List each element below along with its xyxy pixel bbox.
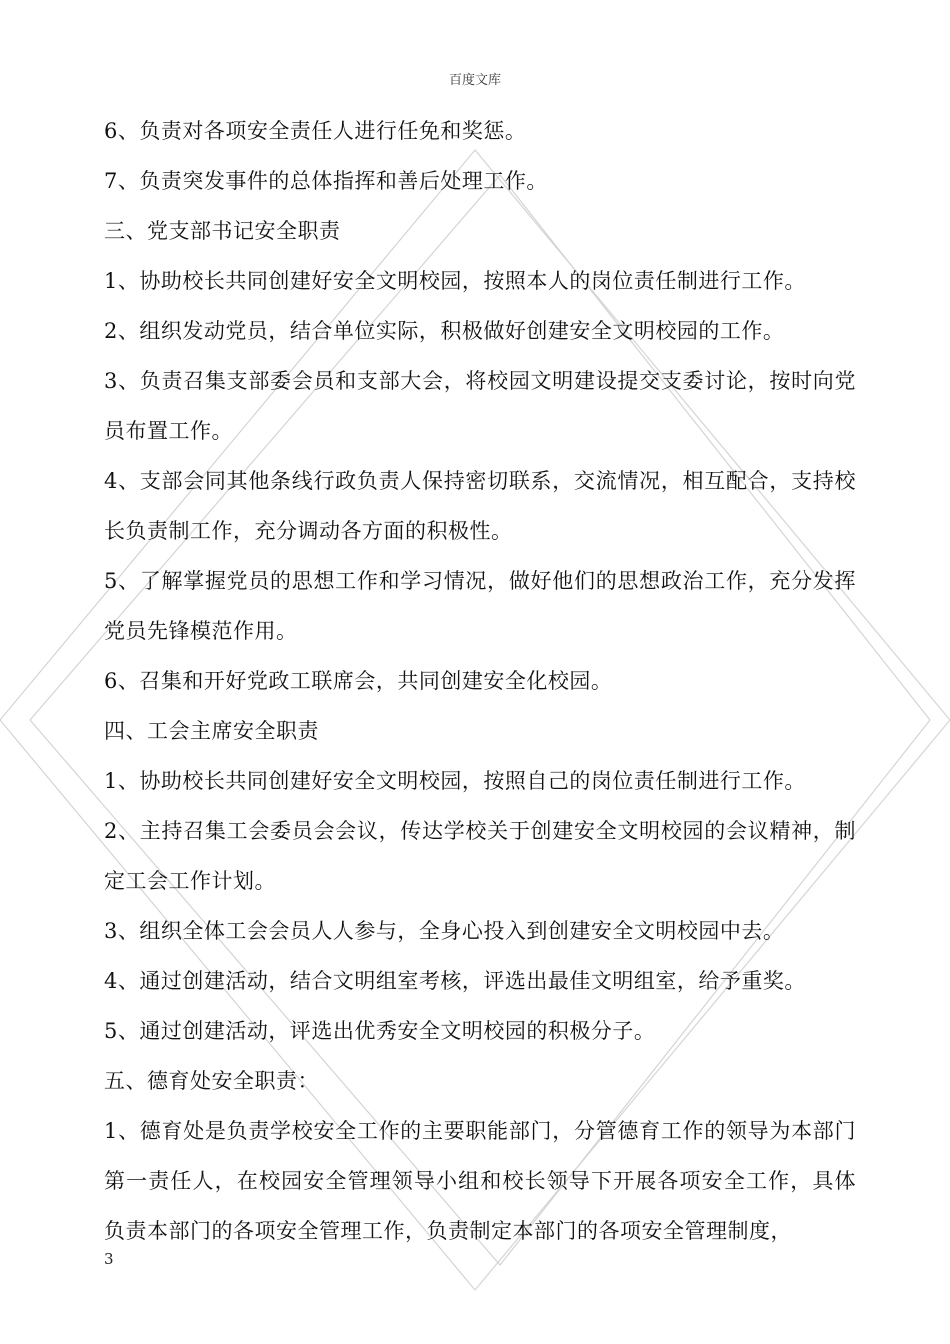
- paragraph: 1、协助校长共同创建好安全文明校园，按照本人的岗位责任制进行工作。: [104, 269, 806, 293]
- section-heading: 五、德育处安全职责：: [104, 1069, 319, 1093]
- paragraph: 4、支部会同其他条线行政负责人保持密切联系，交流情况，相互配合，支持校长负责制工作，充分调动各方面的积极性。: [104, 469, 856, 543]
- paragraph: 5、了解掌握党员的思想工作和学习情况，做好他们的思想政治工作，充分发挥党员先锋模范作用。: [104, 569, 856, 643]
- page-number: 3: [104, 1250, 114, 1268]
- paragraph: 6、负责对各项安全责任人进行任免和奖惩。: [104, 119, 527, 143]
- section-heading: 三、党支部书记安全职责: [104, 219, 341, 243]
- paragraph: 2、主持召集工会委员会会议，传达学校关于创建安全文明校园的会议精神，制定工会工作计划。: [104, 819, 856, 893]
- paragraph: 5、通过创建活动，评选出优秀安全文明校园的积极分子。: [104, 1019, 656, 1043]
- paragraph: 2、组织发动党员，结合单位实际，积极做好创建安全文明校园的工作。: [104, 319, 785, 343]
- paragraph: 1、德育处是负责学校安全工作的主要职能部门，分管德育工作的领导为本部门第一责任人，在校园安全管理领导小组和校长领导下开展各项安全工作，具体负责本部门的各项安全管理工作，负责制定本部门的各项安全管理制度，: [104, 1119, 856, 1243]
- paragraph: 4、通过创建活动，结合文明组室考核，评选出最佳文明组室，给予重奖。: [104, 969, 806, 993]
- paragraph: 3、负责召集支部委会员和支部大会，将校园文明建设提交支委讨论，按时向党员布置工作。: [104, 369, 856, 443]
- document-body: [104, 106, 856, 1256]
- document-header: 百度文库: [448, 73, 501, 88]
- paragraph: 1、协助校长共同创建好安全文明校园，按照自己的岗位责任制进行工作。: [104, 769, 806, 793]
- paragraph: 6、召集和开好党政工联席会，共同创建安全化校园。: [104, 669, 613, 693]
- paragraph: 7、负责突发事件的总体指挥和善后处理工作。: [104, 169, 548, 193]
- section-heading: 四、工会主席安全职责: [104, 719, 319, 743]
- paragraph: 3、组织全体工会会员人人参与，全身心投入到创建安全文明校园中去。: [104, 919, 785, 943]
